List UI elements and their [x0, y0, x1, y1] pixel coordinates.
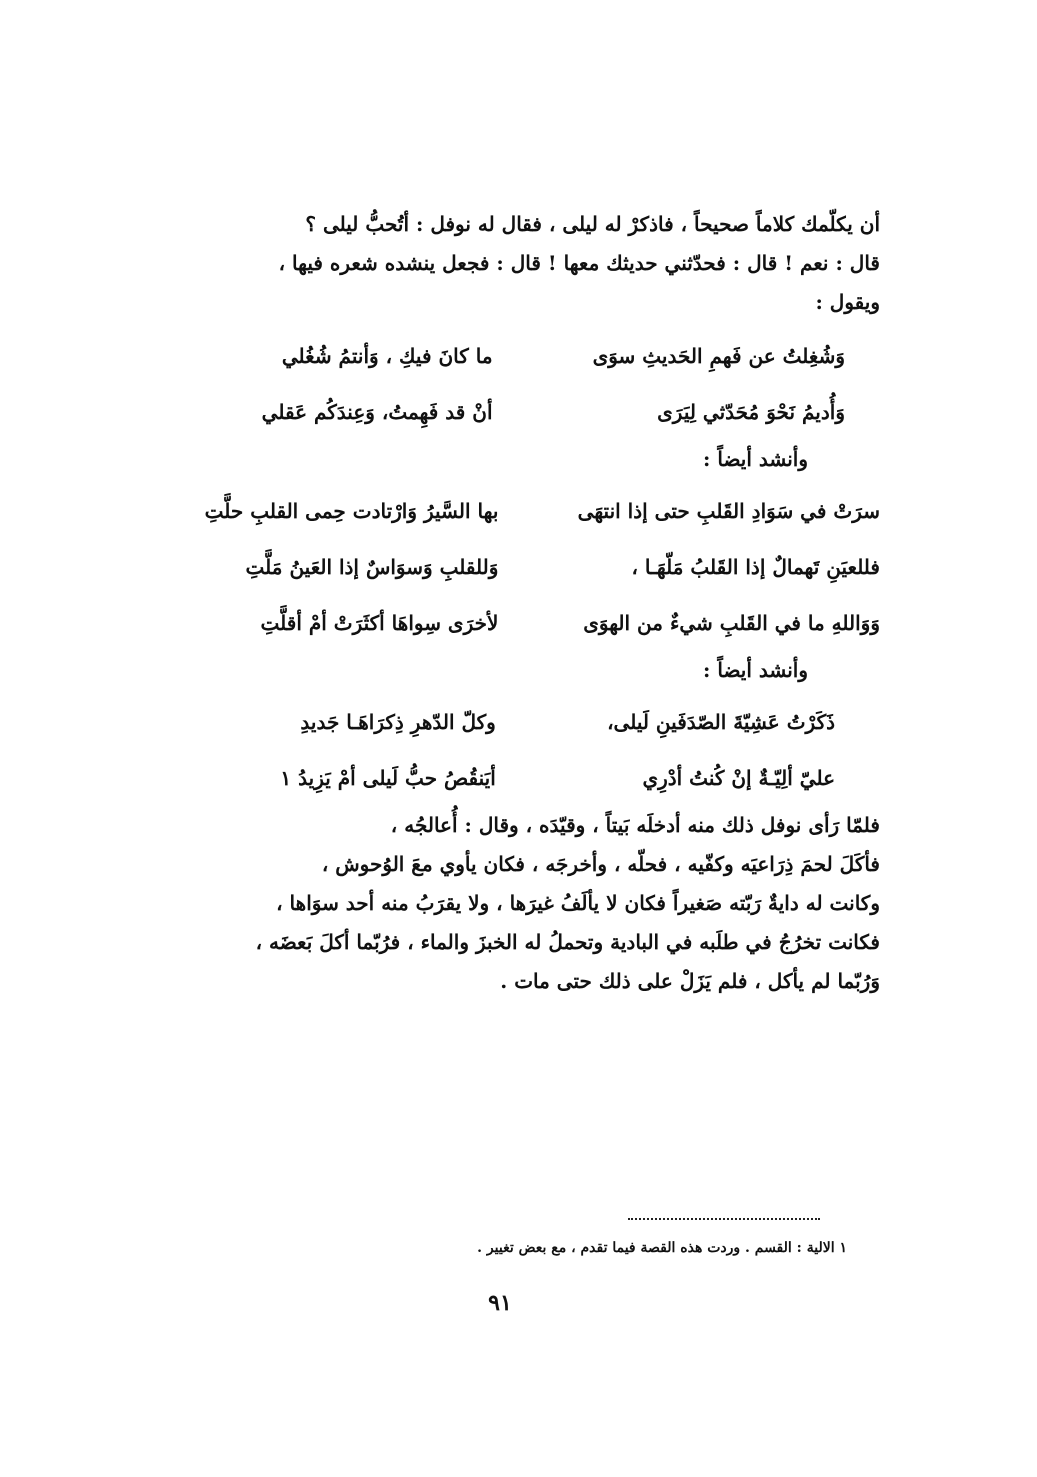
verse-first-hemistich: عليّ ألِيّـةٌ إنْ كُنتُ أدْرِي: [642, 766, 835, 790]
text-line: قال : نعم ! قال : فحدّثني حديثك معها ! قال : فجعل ينشده شعره فيها ،: [278, 251, 880, 275]
text-line: فكانت تخرُجُ في طلَبه في البادية وتحملُ له الخبزَ والماء ، فرُبّما أكلَ بَعضَه ،: [255, 930, 880, 954]
poem-third: [160, 694, 880, 806]
text-line: فلمّا رَأى نوفل ذلك منه أدخلَه بَيتاً ، وقيّدَه ، وقال : أُعالجُه ،: [390, 813, 880, 837]
footnote: ١ الالية : القسم . وردت هذه القصة فيما تقدم ، مع بعض تغيير .: [477, 1240, 847, 1256]
verse-first-hemistich: وَشُغِلتُ عن فَهمِ الحَديثِ سوَى: [592, 344, 845, 368]
verse: [195, 750, 835, 806]
poem-intro: وأنشد أيضاً :: [703, 658, 808, 682]
verse-first-hemistich: فللعيَنِ تَهمالٌ إذا القَلبُ مَلّهَـا ،: [631, 555, 880, 579]
verse-first-hemistich: وَوَاللهِ ما في القَلبِ شيءٌ من الهوَى: [583, 611, 880, 635]
poem-second: [160, 483, 880, 651]
verse-second-hemistich: ما كانَ فيكِ ، وَأنتمُ شُغُلي: [281, 344, 493, 368]
verse-second-hemistich: بها السَّيرُ وَارْتادت حِمى القلبِ حلَّتِ: [204, 499, 499, 523]
verse: [160, 595, 880, 651]
text-line: فأكَلَ لحمَ ذِرَاعيَه وكفّيه ، فحلّه ، وأخرجَه ، فكان يأوي معَ الوُحوش ،: [321, 852, 880, 876]
verse: [180, 328, 845, 384]
poem-intro: وأنشد أيضاً :: [703, 447, 808, 471]
text-line: ويقول :: [815, 290, 880, 314]
page-number: ٩١: [488, 1290, 512, 1316]
verse-second-hemistich: لأخرَى سِواهَا أكثَرَتْ أمْ أقلَّتِ: [260, 611, 499, 635]
text-line: وَرُبّما لم يأكل ، فلم يَزَلْ على ذلك حتى مات .: [500, 969, 880, 993]
verse-second-hemistich: أنْ قد فَهِمتُ، وَعِندَكُم عَقلي: [261, 400, 493, 424]
verse-first-hemistich: وَأُديمُ نَحْوَ مُحَدّثي لِيَرَى: [657, 400, 845, 424]
verse-first-hemistich: ذَكَرْتُ عَشِيّةَ الصّدَفَينِ لَيلى،: [607, 710, 835, 734]
verse-first-hemistich: سرَتْ في سَوَادِ القَلبِ حتى إذا انتهَى: [577, 499, 880, 523]
footnote-divider: [628, 1218, 820, 1220]
verse: [180, 384, 845, 440]
closing-paragraph: [160, 806, 880, 1001]
text-line: أن يكلّمك كلاماً صحيحاً ، فاذكرْ له ليلى ، فقال له نوفل : أتُحبُّ ليلى ؟: [305, 212, 880, 236]
verse: [160, 483, 880, 539]
page-text-block: [160, 205, 880, 1001]
verse: [160, 539, 880, 595]
verse-second-hemistich: وَللقلبِ وَسوَاسٌ إذا العَينُ مَلَّتِ: [245, 555, 499, 579]
verse-second-hemistich: أيَنقُصُ حبُّ لَيلى أمْ يَزِيدُ ١: [280, 766, 496, 790]
verse-second-hemistich: وكلّ الدّهرِ ذِكرَاهَـا جَديدِ: [300, 710, 496, 734]
opening-paragraph: [160, 205, 880, 322]
verse: [195, 694, 835, 750]
poem-first: [160, 328, 880, 440]
text-line: وكانت له دايةٌ رَبّته صَغيراً فكان لا يألَفُ غيرَها ، ولا يقرَبُ منه أحد سوَاها ،: [276, 891, 880, 915]
